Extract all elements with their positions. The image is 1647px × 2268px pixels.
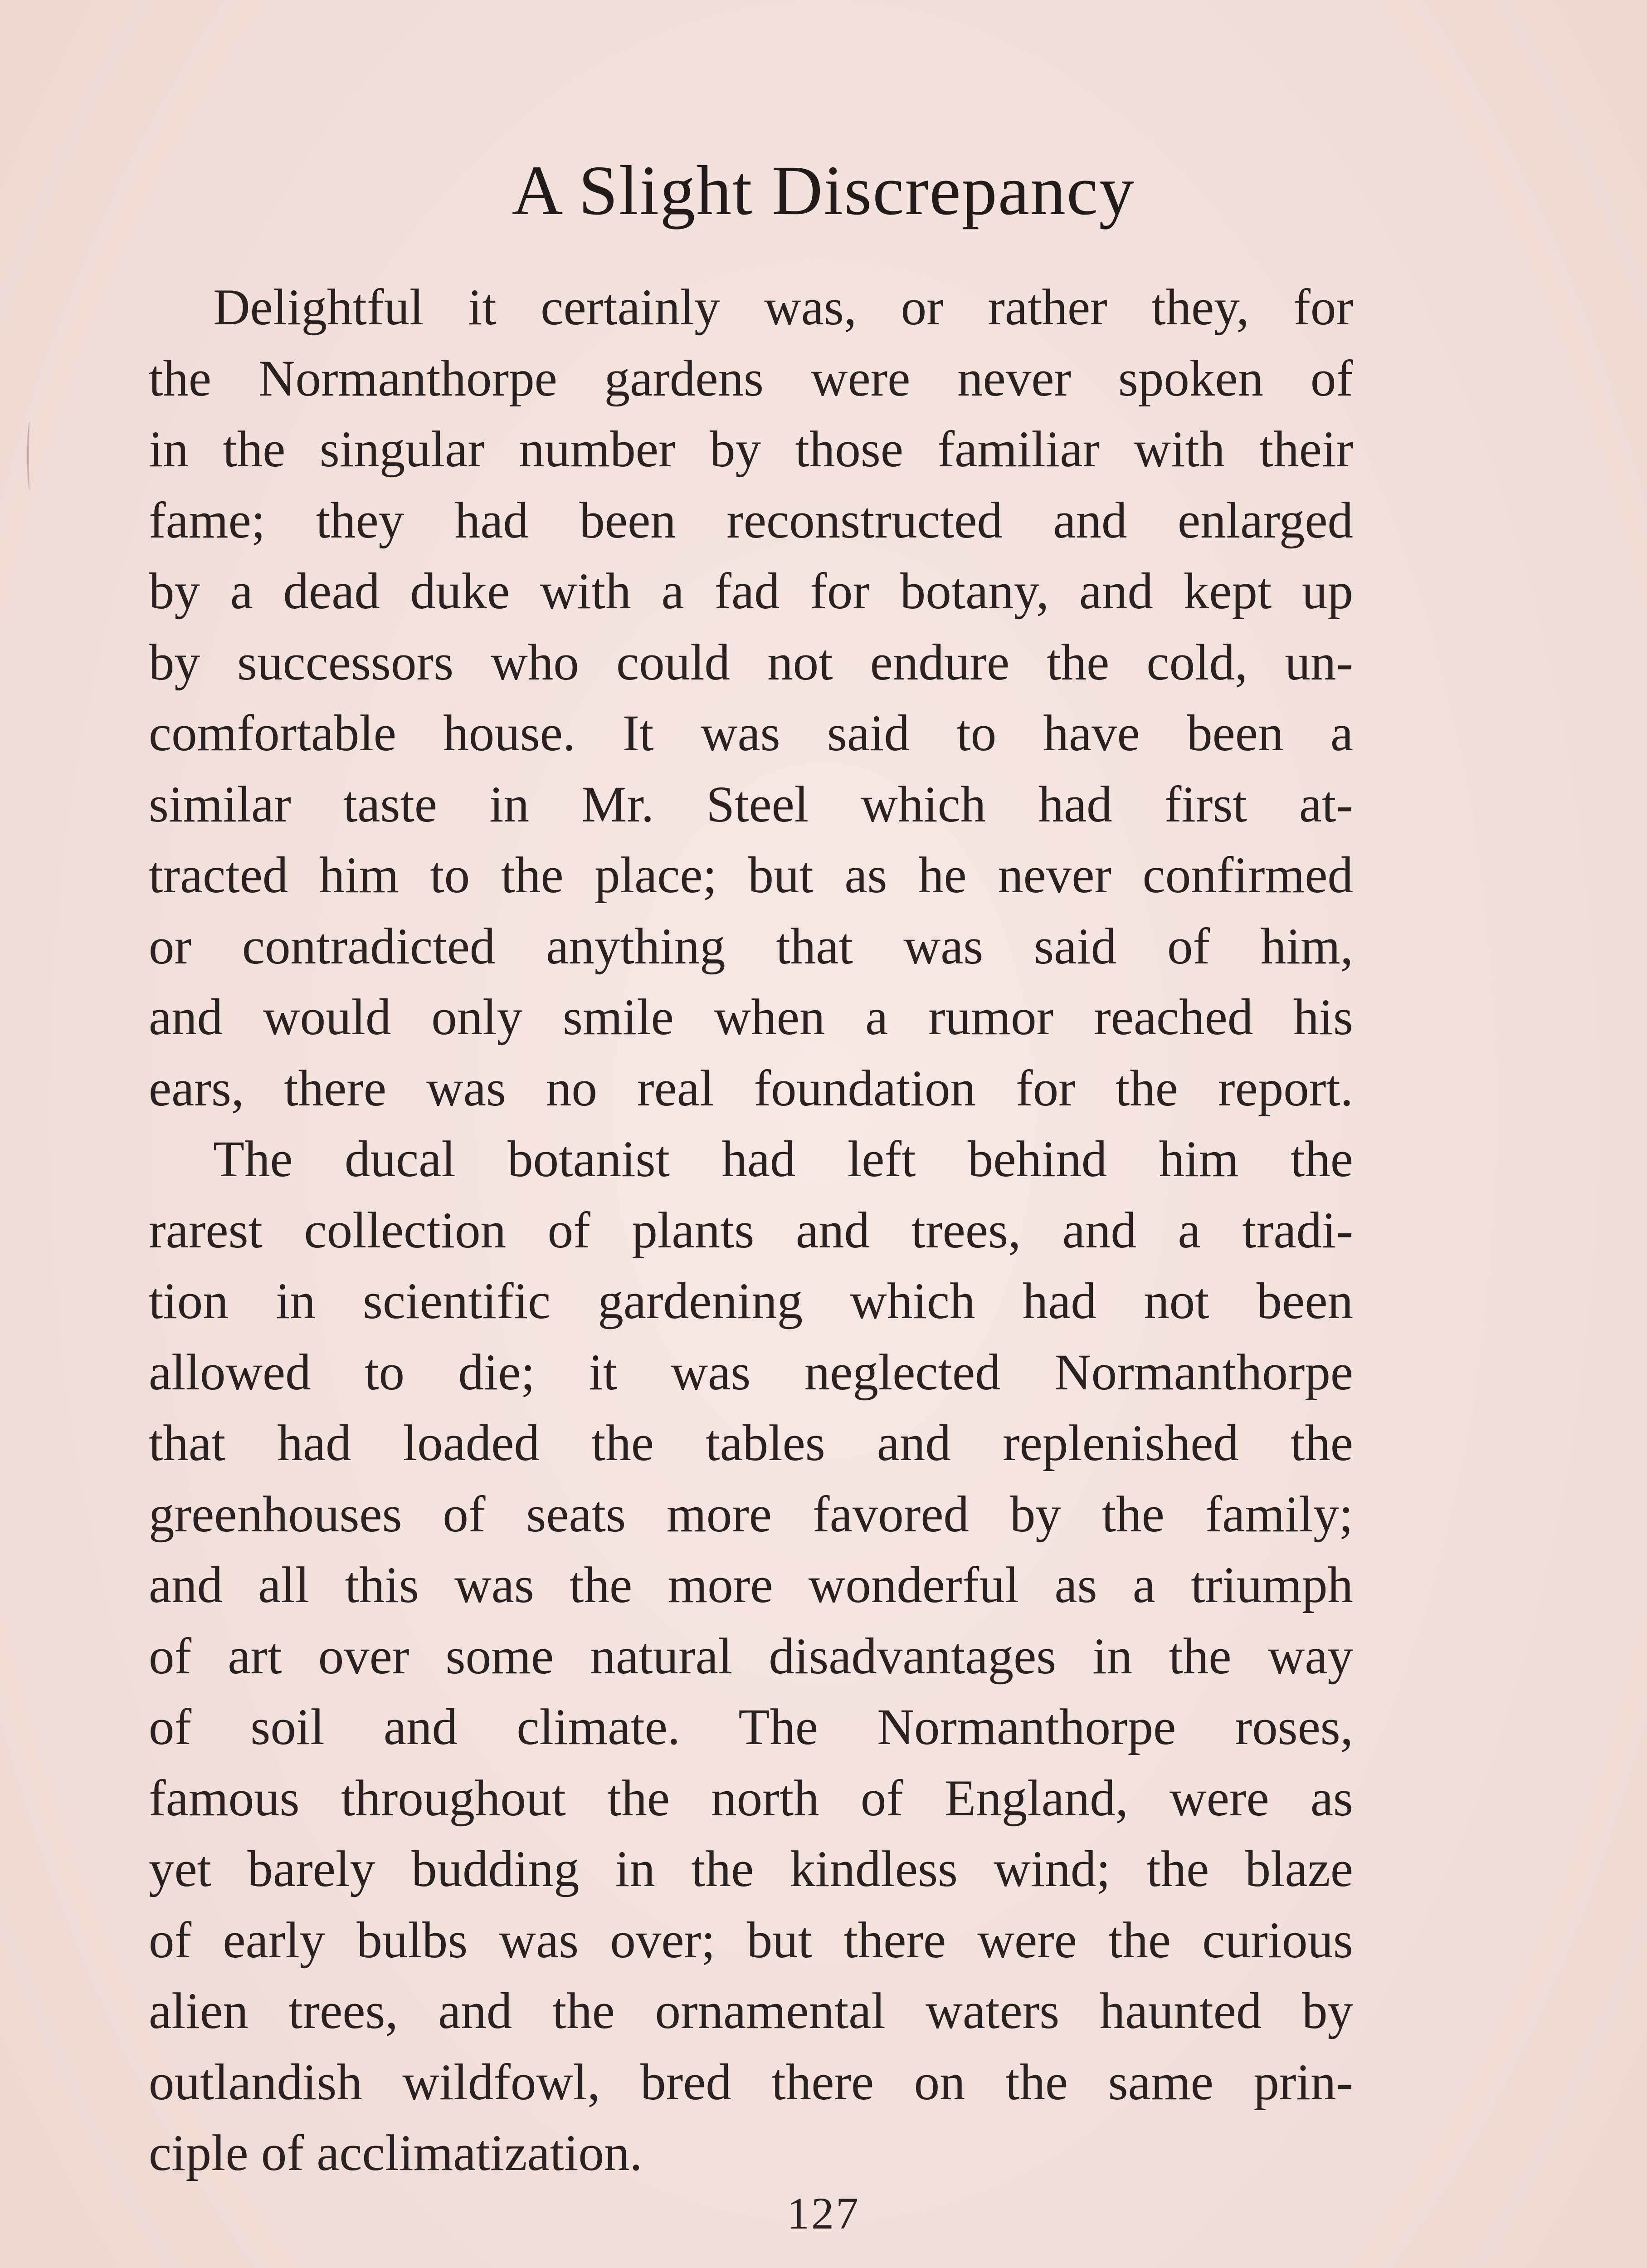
text-line: outlandish wildfowl, bred there on the same prin-	[149, 2053, 1353, 2111]
paragraph-1	[149, 272, 1353, 1124]
text-line: Delightful it certainly was, or rather they, for	[213, 279, 1353, 336]
text-line: similar taste in Mr. Steel which had first at-	[149, 776, 1353, 833]
text-line: famous throughout the north of England, were as	[149, 1769, 1353, 1827]
text-line: alien trees, and the ornamental waters haunted by	[149, 1983, 1353, 2039]
text-line: and all this was the more wonderful as a triumph	[149, 1557, 1353, 1613]
text-line: and would only smile when a rumor reached his	[149, 989, 1353, 1046]
text-line: tion in scientific gardening which had not been	[149, 1273, 1353, 1330]
page-number: 127	[787, 2188, 860, 2239]
text-line: allowed to die; it was neglected Normanthorpe	[149, 1344, 1353, 1401]
text-line: tracted him to the place; but as he never confirmed	[149, 847, 1353, 904]
text-line: in the singular number by those familiar with their	[149, 421, 1353, 478]
text-line: of art over some natural disadvantages in the way	[149, 1628, 1353, 1685]
text-line: the Normanthorpe gardens were never spoken of	[149, 350, 1353, 407]
text-line: of early bulbs was over; but there were the curious	[149, 1911, 1353, 1969]
chapter-heading: A Slight Discrepancy	[512, 151, 1135, 230]
page-edge-mark	[27, 422, 34, 490]
text-line: of soil and climate. The Normanthorpe roses,	[149, 1699, 1353, 1755]
text-line: The ducal botanist had left behind him the	[213, 1131, 1353, 1188]
text-line: by a dead duke with a fad for botany, and kept up	[149, 563, 1353, 620]
paragraph-2	[149, 1124, 1353, 2189]
text-line: fame; they had been reconstructed and enlarged	[149, 492, 1353, 549]
text-line: comfortable house. It was said to have been a	[149, 705, 1353, 762]
text-line: greenhouses of seats more favored by the family;	[149, 1486, 1353, 1543]
text-line: rarest collection of plants and trees, and a tradi-	[149, 1202, 1353, 1259]
text-line: by successors who could not endure the cold, un-	[149, 634, 1353, 691]
text-line: or contradicted anything that was said of him,	[149, 918, 1353, 975]
text-line: ears, there was no real foundation for the report.	[149, 1060, 1353, 1117]
body-text	[149, 272, 1353, 2189]
text-line: ciple of acclimatization.	[149, 2125, 643, 2181]
text-line: yet barely budding in the kindless wind; the blaze	[149, 1841, 1353, 1897]
text-line: that had loaded the tables and replenished the	[149, 1415, 1353, 1471]
